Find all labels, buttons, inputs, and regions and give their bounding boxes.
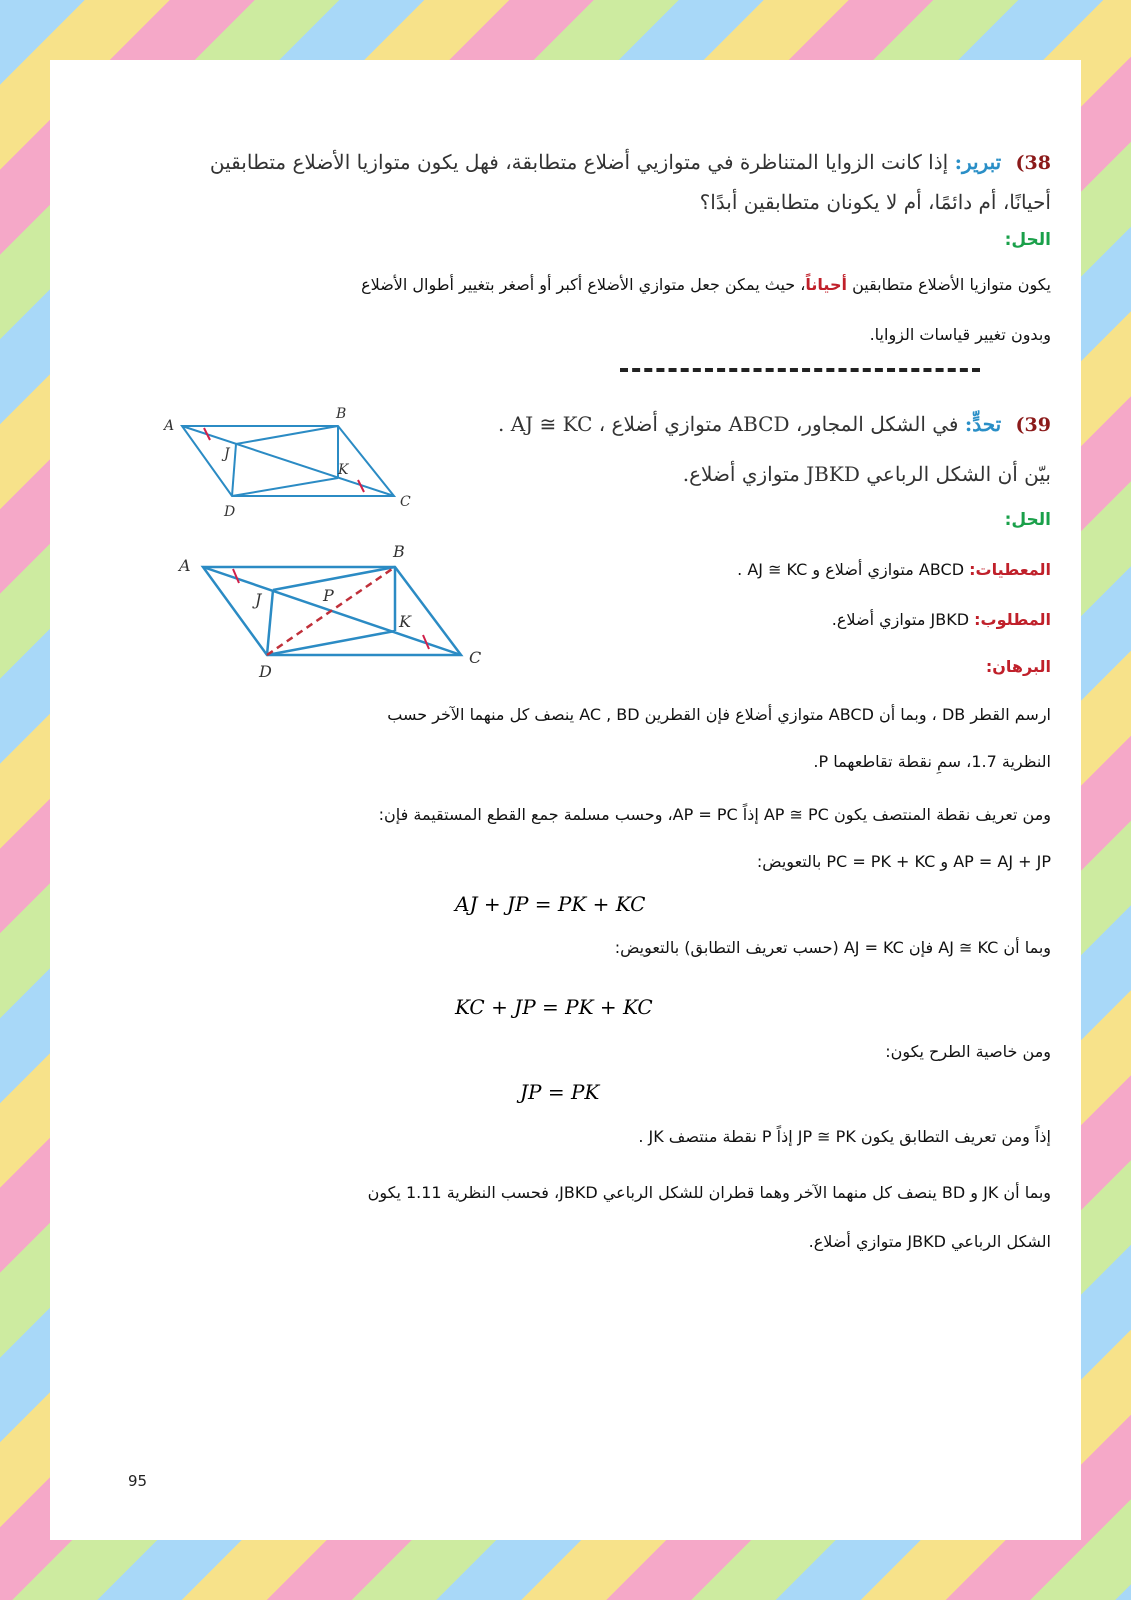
figure-solution-parallelogram [175, 545, 505, 680]
equation-3: JP = PK [520, 1080, 600, 1104]
sol39-required [832, 610, 1051, 629]
q38-number: 38) [1015, 152, 1051, 174]
fig1-segment-kd [232, 478, 338, 496]
figure-question-parallelogram [160, 400, 430, 530]
separator-dashed [620, 368, 980, 372]
fig1-label-d: D [224, 504, 236, 520]
sol38-line2: وبدون تغيير قياسات الزوايا. [869, 325, 1051, 344]
fig1-label-c: C [400, 494, 411, 510]
fig2-tick-aj [233, 569, 239, 583]
q39-tag: تحدٍّ: [964, 412, 1002, 436]
proof-line-8: وبما أن JK و BD ينصف كل منهما الآخر وهما قطران للشكل الرباعي JBKD، فحسب النظرية 1.11 يكون [367, 1183, 1051, 1202]
proof-line-1: ارسم القطر DB ، وبما أن ABCD متوازي أضلاع فإن القطرين AC , BD ينصف كل منهما الآخر حسب [387, 705, 1051, 724]
proof-line-3: ومن تعريف نقطة المنتصف يكون AP ≅ PC إذاً AP = PC، وحسب مسلمة جمع القطع المستقيمة فإن: [378, 805, 1051, 824]
fig1-segment-jd [232, 444, 236, 496]
sol39-proof-label [986, 657, 1051, 676]
sol39-given [737, 560, 1051, 579]
fig2-label-c: C [469, 648, 482, 667]
fig1-segment-jb [236, 426, 338, 444]
required-label: المطلوب: [974, 610, 1051, 629]
required-text: JBKD متوازي أضلاع. [831, 610, 970, 629]
proof-line-6: ومن خاصية الطرح يكون: [885, 1042, 1051, 1061]
fig1-label-b: B [336, 406, 347, 422]
fig2-segment-kd [267, 631, 395, 655]
q39-line1 [498, 412, 1051, 436]
q38-line1 [210, 150, 1051, 174]
fig2-segment-jd [267, 590, 273, 655]
proof-line-2: النظرية 1.7، سمِ نقطة تقاطعهما P. [813, 752, 1051, 771]
fig1-label-a: A [164, 418, 175, 434]
given-label: المعطيات: [969, 560, 1051, 579]
proof-line-5: وبما أن AJ ≅ KC فإن AJ = KC (حسب تعريف التطابق) بالتعويض: [614, 938, 1051, 957]
equation-1: AJ + JP = PK + KC [455, 892, 646, 916]
fig2-label-d: D [259, 662, 272, 680]
page-number: 95 [128, 1472, 148, 1490]
proof-line-7: إذاً ومن تعريف التطابق يكون JP ≅ PK إذاً P نقطة منتصف JK . [638, 1127, 1051, 1146]
fig2-label-b: B [393, 545, 405, 561]
q38-tag: تبرير: [954, 150, 1002, 174]
q38-text: إذا كانت الزوايا المتناظرة في متوازيي أضلاع متطابقة، فهل يكون متوازيا الأضلاع متطابقين [209, 150, 949, 174]
sol38-line1 [361, 275, 1051, 294]
proof-line-9: الشكل الرباعي JBKD متوازي أضلاع. [808, 1232, 1051, 1251]
given-text: ABCD متوازي أضلاع و AJ ≅ KC . [737, 560, 965, 579]
fig1-label-j: J [224, 446, 230, 462]
fig2-label-a: A [179, 556, 191, 575]
sol38-header: الحل: [1004, 230, 1051, 250]
sol38-pre: يكون متوازيا الأضلاع متطابقين [846, 275, 1051, 294]
fig2-label-p: P [323, 586, 334, 605]
proof-label: البرهان: [985, 657, 1051, 676]
q39-number: 39) [1015, 414, 1051, 436]
proof-line-4: AP = AJ + JP و PC = PK + KC بالتعويض: [756, 852, 1051, 871]
equation-2: KC + JP = PK + KC [455, 995, 653, 1019]
q39-text: في الشكل المجاور، ABCD متوازي أضلاع ، AJ ≅ KC . [498, 412, 959, 436]
fig1-label-k: K [338, 462, 349, 478]
sol38-highlight: أحياناً [805, 275, 847, 294]
q39-line2: بيّن أن الشكل الرباعي JBKD متوازي أضلاع. [682, 462, 1051, 486]
sol38-post: ، حيث يمكن جعل متوازي الأضلاع أكبر أو أصغر بتغيير أطوال الأضلاع [361, 275, 806, 294]
q38-line2: أحيانًا، أم دائمًا، أم لا يكونان متطابقين أبدًا؟ [699, 190, 1051, 214]
fig2-label-k: K [399, 612, 411, 631]
sol39-header: الحل: [1004, 510, 1051, 530]
fig2-label-j: J [255, 590, 262, 609]
